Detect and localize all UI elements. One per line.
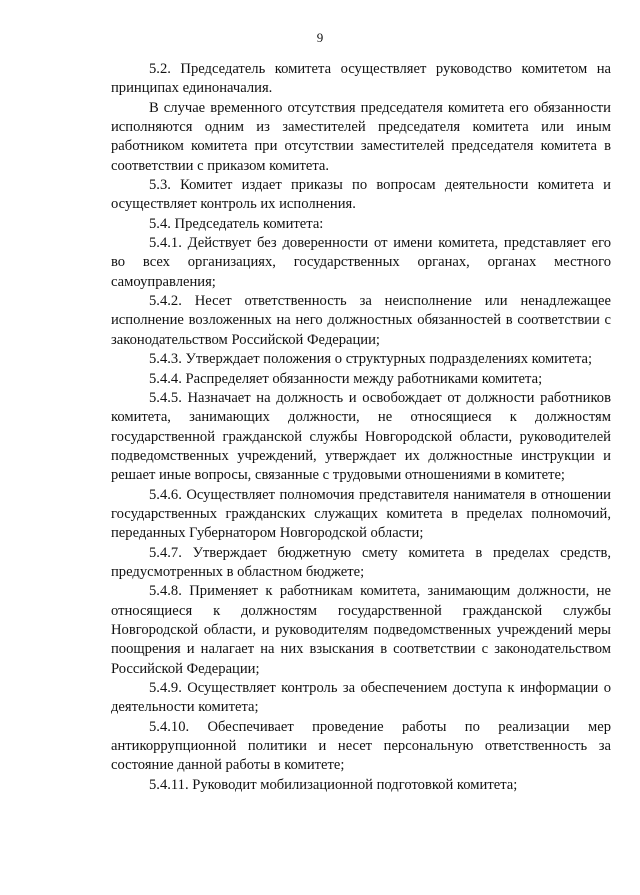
paragraph-5-4-11: 5.4.11. Руководит мобилизационной подготовкой комитета; [149, 776, 518, 793]
paragraph-5-4-8: 5.4.8. Применяет к работникам комитета, занимающим должности, не относящиеся к должностям государственной гражданской службы Новгородской области, и руководителям подведомственных учреждений меры поощрения и налагает на них взыскания в соответствии с законодательством Российской Федерации; [111, 583, 611, 677]
paragraph-5-4-7: 5.4.7. Утверждает бюджетную смету комитета в пределах средств, предусмотренных в областном бюджете; [111, 544, 611, 580]
paragraph-5-4-3: 5.4.3. Утверждает положения о структурных подразделениях комитета; [149, 351, 593, 368]
paragraph-5-4-4: 5.4.4. Распределяет обязанности между работниками комитета; [149, 370, 543, 387]
page-number: 9 [316, 30, 324, 45]
paragraph-5-4-6: 5.4.6. Осуществляет полномочия представителя нанимателя в отношении государственных гражданских служащих комитета в пределах полномочий, переданных Губернатором Новгородской области; [111, 486, 611, 542]
paragraph-5-4: 5.4. Председатель комитета: [149, 215, 324, 232]
document-body [111, 60, 611, 795]
paragraph-5-4-2: 5.4.2. Несет ответственность за неисполнение или ненадлежащее исполнение возложенных на него должностных обязанностей в соответствии с законодательством Российской Федерации; [111, 293, 611, 348]
paragraph-5-4-10: 5.4.10. Обеспечивает проведение работы по реализации мер антикоррупционной политики и несет персональную ответственность за состояние данной работы в комитете; [111, 718, 611, 774]
paragraph-5-4-9: 5.4.9. Осуществляет контроль за обеспечением доступа к информации о деятельности комитета; [111, 680, 611, 716]
paragraph-5-4-5: 5.4.5. Назначает на должность и освобождает от должности работников комитета, занимающих должности, не относящиеся к должностям государственной гражданской службы Новгородской области, руководителей подведомственных учреждений, утверждает их должностные инструкции и решает иные вопросы, связанные с трудовыми отношениями в комитете; [111, 389, 611, 484]
paragraph-5-3: 5.3. Комитет издает приказы по вопросам деятельности комитета и осуществляет контроль их исполнения. [111, 177, 611, 213]
paragraph-5-2-substitution: В случае временного отсутствия председателя комитета его обязанности исполняются одним из заместителей председателя комитета или иным работником комитета при отсутствии заместителей председателя комитета в соответствии с приказом комитета. [111, 99, 611, 174]
paragraph-5-4-1: 5.4.1. Действует без доверенности от имени комитета, представляет его во всех организациях, государственных органах, органах местного самоуправления; [111, 235, 611, 290]
paragraph-5-2: 5.2. Председатель комитета осуществляет руководство комитетом на принципах единоначалия. [111, 61, 611, 97]
